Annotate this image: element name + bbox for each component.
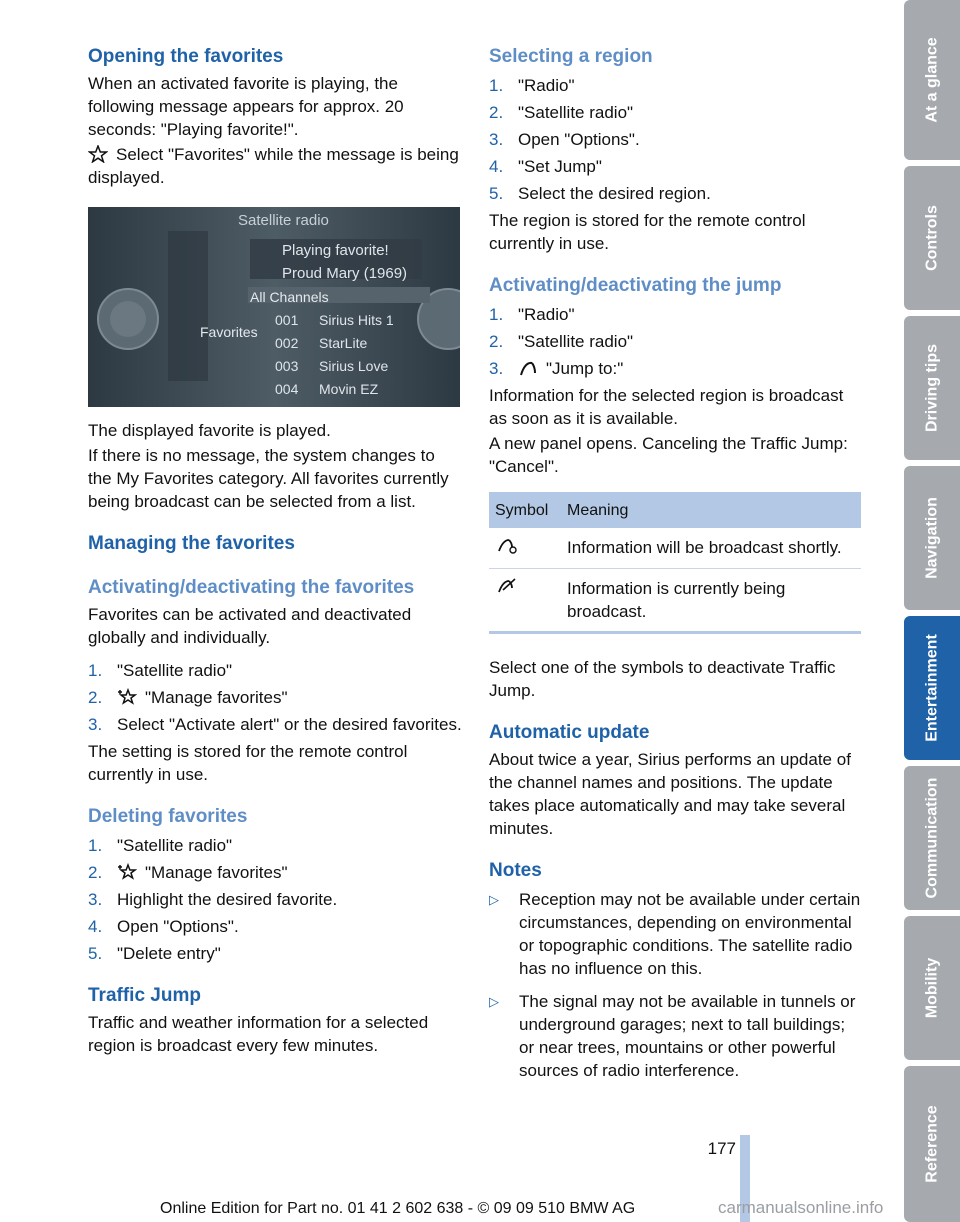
tab-driving-tips[interactable]: Driving tips xyxy=(904,316,960,460)
section-title-opening-favorites: Opening the favorites xyxy=(88,46,284,67)
section-title-notes: Notes xyxy=(489,860,542,881)
channel-row: 001 Sirius Hits 1 xyxy=(275,312,394,328)
jump-panel-text: A new panel opens. Canceling the Traffic Jump: "Cancel". xyxy=(489,434,848,476)
list-item: 3. Highlight the desired favorite. xyxy=(88,890,338,909)
manage-favorites-icon xyxy=(117,688,137,706)
list-item: 3. "Jump to:" xyxy=(489,359,624,378)
table-header-row xyxy=(489,492,861,528)
subsection-title-jump: Activating/deactivating the jump xyxy=(489,275,782,296)
played-text: The displayed favorite is played. xyxy=(88,421,331,440)
tab-communication[interactable]: Communication xyxy=(904,766,960,910)
list-item: 1. "Radio" xyxy=(489,76,575,95)
region-stored-text: The region is stored for the remote control currently in use. xyxy=(489,211,806,253)
tab-entertainment[interactable]: Entertainment xyxy=(904,616,960,760)
table-row xyxy=(489,528,861,569)
auto-paragraph: About twice a year, Sirius performs an update of the channel names and positions. The update takes place automatically and may take several minutes. xyxy=(489,750,851,838)
tab-at-a-glance[interactable]: At a glance xyxy=(904,0,960,160)
list-item: 2. "Satellite radio" xyxy=(489,332,634,351)
list-item: ▷ The signal may not be available in tunnels or underground garages; next to tall buildings; or near trees, mountains or other powerful sources of radio interference. xyxy=(489,992,856,1080)
section-title-automatic-update: Automatic update xyxy=(489,722,650,743)
screenshot-playing-favorite: Playing favorite! xyxy=(282,242,389,259)
list-item: 2. "Manage favorites" xyxy=(88,863,288,882)
footer-text: Online Edition for Part no. 01 41 2 602 638 - © 09 09 510 BMW AG xyxy=(160,1200,636,1217)
tab-reference[interactable]: Reference xyxy=(904,1066,960,1222)
list-item: 1. "Radio" xyxy=(489,305,575,324)
opening-select-text: Select "Favorites" while the message is being displayed. xyxy=(88,145,459,187)
subsection-title-deleting: Deleting favorites xyxy=(88,806,248,827)
list-item: 1. "Satellite radio" xyxy=(88,661,233,680)
chapter-sidebar xyxy=(904,0,960,1222)
page-number: 177 xyxy=(707,1139,736,1158)
screenshot-all-channels: All Channels xyxy=(250,289,329,305)
list-item: 4. Open "Options". xyxy=(88,917,239,936)
screenshot-favorites-label: Favorites xyxy=(200,324,258,340)
jump-steps xyxy=(489,303,863,380)
channel-row: 002 StarLite xyxy=(275,335,368,351)
list-item: 3. Select "Activate alert" or the desired favorites. xyxy=(88,715,462,734)
opening-select-instruction xyxy=(88,143,462,189)
symbol-table xyxy=(489,492,861,634)
list-item: 1. "Satellite radio" xyxy=(88,836,233,855)
satellite-radio-screenshot xyxy=(88,207,460,407)
section-title-traffic-jump: Traffic Jump xyxy=(88,985,201,1006)
table-header-meaning: Meaning xyxy=(567,492,861,528)
tab-navigation[interactable]: Navigation xyxy=(904,466,960,610)
tab-controls[interactable]: Controls xyxy=(904,166,960,310)
screenshot-title: Satellite radio xyxy=(238,212,329,229)
list-item: 5. Select the desired region. xyxy=(489,184,711,203)
list-item: 2. "Manage favorites" xyxy=(88,688,288,707)
list-item: 4. "Set Jump" xyxy=(489,157,602,176)
section-title-managing: Managing the favorites xyxy=(88,533,295,554)
deleting-steps xyxy=(88,834,462,965)
notes-list xyxy=(489,888,863,1082)
traffic-jump-active-icon[interactable] xyxy=(497,580,519,599)
list-item: ▷ Reception may not be available under certain circumstances, depending on environmental or topographic conditions. The satellite radio has no influence on this. xyxy=(489,890,861,978)
watermark: carmanualsonline.info xyxy=(718,1198,884,1217)
no-message-text: If there is no message, the system changes to the My Favorites category. All favorites currently being broadcast can be selected from a list. xyxy=(88,446,449,511)
subsection-title-region: Selecting a region xyxy=(489,46,653,67)
activating-paragraph: Favorites can be activated and deactivated globally and individually. xyxy=(88,605,412,647)
tab-mobility[interactable]: Mobility xyxy=(904,916,960,1060)
activating-steps xyxy=(88,659,462,736)
table-header-symbol: Symbol xyxy=(489,492,567,528)
table-cell-meaning: Information will be broadcast shortly. xyxy=(567,528,861,569)
list-item: 5. "Delete entry" xyxy=(88,944,221,963)
list-item: 2. "Satellite radio" xyxy=(489,103,634,122)
screenshot-song: Proud Mary (1969) xyxy=(282,265,408,282)
manage-favorites-icon xyxy=(117,863,137,881)
traffic-jump-pending-icon[interactable] xyxy=(497,539,519,558)
channel-row: 004 Movin EZ xyxy=(275,381,379,397)
deactivate-text: Select one of the symbols to deactivate Traffic Jump. xyxy=(489,658,836,700)
star-icon xyxy=(88,145,108,163)
left-column xyxy=(88,44,462,1057)
triangle-bullet-icon: ▷ xyxy=(489,994,499,1009)
subsection-title-activating: Activating/deactivating the favorites xyxy=(88,577,415,598)
table-cell-meaning: Information is currently being broadcast. xyxy=(567,569,861,633)
channel-row: 003 Sirius Love xyxy=(275,358,389,374)
triangle-bullet-icon: ▷ xyxy=(489,892,499,907)
traffic-jump-icon xyxy=(518,359,538,377)
screenshot-channel-list xyxy=(275,309,455,401)
traffic-paragraph: Traffic and weather information for a selected region is broadcast every few minutes. xyxy=(88,1013,429,1055)
jump-info-text: Information for the selected region is broadcast as soon as it is available. xyxy=(489,386,844,428)
setting-stored-text: The setting is stored for the remote control currently in use. xyxy=(88,742,408,784)
region-steps xyxy=(489,74,863,205)
opening-paragraph: When an activated favorite is playing, the following message appears for approx. 20 seconds: "Playing favorite!". xyxy=(88,74,404,139)
right-column xyxy=(489,44,863,1082)
table-row xyxy=(489,569,861,633)
list-item: 3. Open "Options". xyxy=(489,130,640,149)
